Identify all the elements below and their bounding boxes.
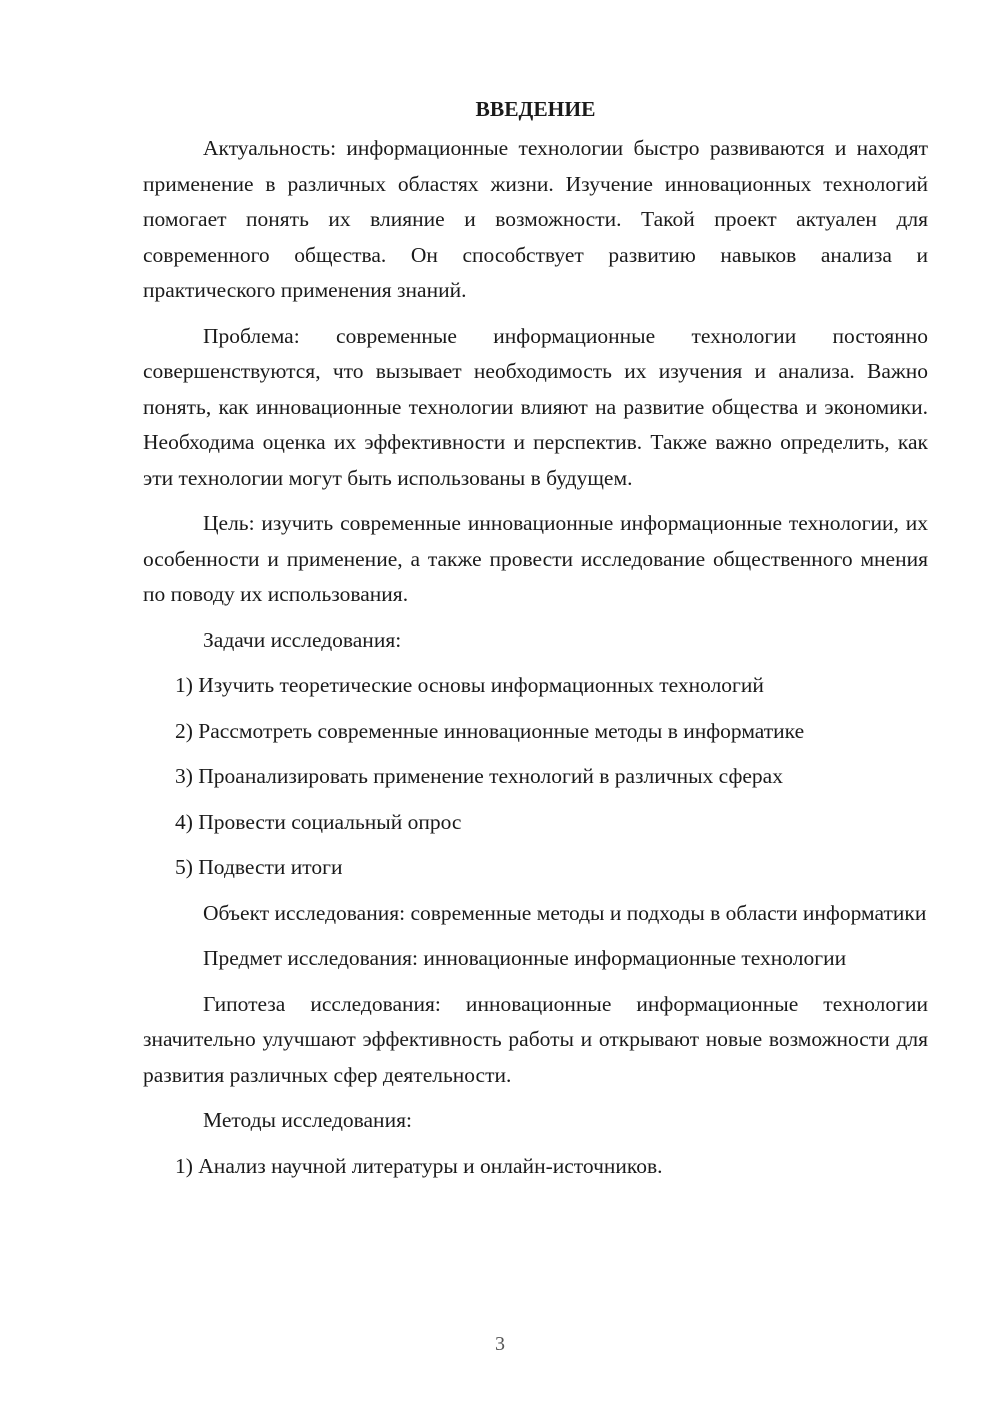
task-item: 3) Проанализировать применение технологий в различных сферах [175, 764, 783, 788]
tasks-heading: Задачи исследования: [203, 627, 402, 652]
method-item: 1) Анализ научной литературы и онлайн-источников. [175, 1153, 663, 1178]
hypothesis-paragraph: Гипотеза исследования: инновационные информационные технологии значительно улучшают эффективность работы и открывают новые возможности для развития различных сфер деятельности. [143, 991, 928, 1087]
object-paragraph: Объект исследования: современные методы и подходы в области информатики [203, 900, 927, 925]
task-item: 5) Подвести итоги [175, 855, 343, 879]
page-number: 3 [495, 1333, 505, 1355]
task-item: 4) Провести социальный опрос [175, 809, 462, 834]
section-title: ВВЕДЕНИЕ [475, 97, 596, 121]
document-page [143, 92, 928, 1194]
tasks-list [143, 668, 928, 886]
task-item: 1) Изучить теоретические основы информационных технологий [175, 673, 764, 697]
problem-paragraph: Проблема: современные информационные технологии постоянно совершенствуются, что вызывает необходимость их изучения и анализа. Важно понять, как инновационные технологии влияют на развитие общества и экономики. Необходима оценка их эффективности и перспектив. Также важно определить, как эти технологии могут быть использованы в будущем. [143, 323, 928, 490]
task-item: 2) Рассмотреть современные инновационные методы в информатике [175, 718, 805, 743]
methods-heading: Методы исследования: [203, 1108, 412, 1132]
subject-paragraph: Предмет исследования: инновационные информационные технологии [203, 946, 847, 970]
goal-paragraph: Цель: изучить современные инновационные информационные технологии, их особенности и применение, а также провести исследование общественного мнения по поводу их использования. [143, 511, 928, 606]
methods-list [143, 1149, 928, 1185]
relevance-paragraph: Актуальность: информационные технологии быстро развиваются и находят применение в различных областях жизни. Изучение инновационных технологий помогает понять их влияние и возможности. Такой проект актуален для современного общества. Он способствует развитию навыков анализа и практического применения знаний. [143, 136, 928, 302]
